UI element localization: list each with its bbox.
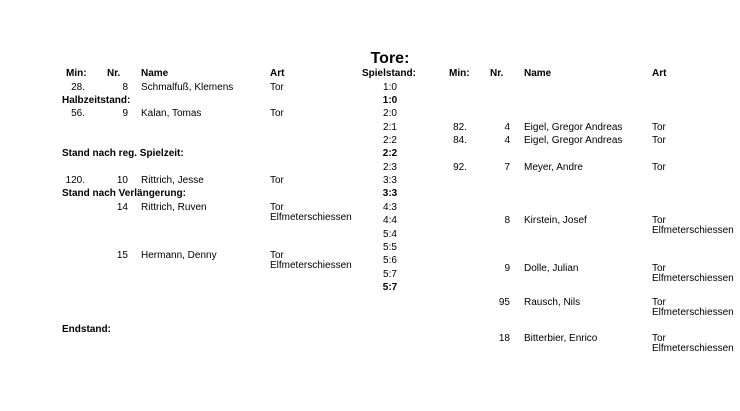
left-goal-nr: 9 [122,108,128,119]
score-halftime: 1:0 [382,95,398,106]
right-penalty-name: Rausch, Nils [524,297,581,308]
right-penalty-art-type: Elfmeterschiessen [652,307,734,318]
left-goal-min: 56. [71,108,85,119]
section-extra-time: Stand nach Verlängerung: [62,188,186,199]
header-nr-left: Nr. [107,68,121,79]
left-goal-min: 120. [65,175,85,186]
score-6: 3:3 [383,175,397,186]
score-final: 5:7 [382,282,398,293]
header-score: Spielstand: [362,68,416,79]
right-goal-art: Tor [652,135,666,146]
score-1: 1:0 [383,82,397,93]
header-min-right: Min: [449,68,470,79]
left-goal-name: Schmalfuß, Klemens [141,82,234,93]
header-art-right: Art [652,68,667,79]
left-goal-name: Rittrich, Jesse [141,175,204,186]
right-penalty-art: Tor [652,263,666,274]
right-penalty-art-type: Elfmeterschiessen [652,343,734,354]
right-goal-min: 92. [453,162,467,173]
right-goal-min: 82. [453,122,467,133]
right-goal-art: Tor [652,122,666,133]
left-goal-min: 28. [71,82,85,93]
right-goal-nr: 7 [504,162,510,173]
score-3: 2:1 [383,122,397,133]
score-7: 4:3 [383,202,397,213]
right-goal-art: Tor [652,162,666,173]
right-goal-min: 84. [453,135,467,146]
score-2: 2:0 [383,108,397,119]
right-penalty-nr: 95 [498,297,510,308]
right-goal-name: Meyer, Andre [524,162,583,173]
section-regular-time: Stand nach reg. Spielzeit: [62,148,184,159]
right-penalty-art-type: Elfmeterschiessen [652,273,734,284]
left-goal-art: Tor [270,175,284,186]
score-10: 5:5 [383,242,397,253]
right-penalty-art: Tor [652,297,666,308]
score-extra-time: 3:3 [382,188,398,199]
score-5: 2:3 [383,162,397,173]
left-goal-nr: 8 [122,82,128,93]
left-goal-art: Tor [270,82,284,93]
right-goal-nr: 4 [504,135,510,146]
left-goal-art: Tor [270,108,284,119]
header-min-left: Min: [66,68,87,79]
right-penalty-art: Tor [652,215,666,226]
header-name-right: Name [524,68,552,79]
left-penalty-name: Hermann, Denny [141,250,217,261]
score-8: 4:4 [383,215,397,226]
right-penalty-art-type: Elfmeterschiessen [652,225,734,236]
left-penalty-art-type: Elfmeterschiessen [270,212,352,223]
score-9: 5:4 [383,229,397,240]
score-12: 5:7 [383,269,397,280]
header-art-left: Art [270,68,285,79]
right-penalty-name: Kirstein, Josef [524,215,587,226]
left-penalty-nr: 15 [116,250,128,261]
page-title: Tore: [370,50,410,67]
score-regular-time: 2:2 [382,148,398,159]
right-penalty-nr: 8 [504,215,510,226]
left-penalty-art: Tor [270,202,284,213]
left-penalty-art-type: Elfmeterschiessen [270,260,352,271]
section-final: Endstand: [62,324,111,335]
header-name-left: Name [141,68,169,79]
score-4: 2:2 [383,135,397,146]
left-goal-name: Kalan, Tomas [141,108,202,119]
right-penalty-nr: 9 [504,263,510,274]
left-penalty-name: Rittrich, Ruven [141,202,207,213]
right-penalty-nr: 18 [498,333,510,344]
left-penalty-nr: 14 [116,202,128,213]
right-penalty-name: Dolle, Julian [524,263,579,274]
header-nr-right: Nr. [490,68,504,79]
left-penalty-art: Tor [270,250,284,261]
right-penalty-name: Bitterbier, Enrico [524,333,598,344]
right-goal-name: Eigel, Gregor Andreas [524,122,623,133]
right-penalty-art: Tor [652,333,666,344]
right-goal-name: Eigel, Gregor Andreas [524,135,623,146]
left-goal-nr: 10 [116,175,128,186]
right-goal-nr: 4 [504,122,510,133]
score-11: 5:6 [383,255,397,266]
section-halftime: Halbzeitstand: [62,95,131,106]
